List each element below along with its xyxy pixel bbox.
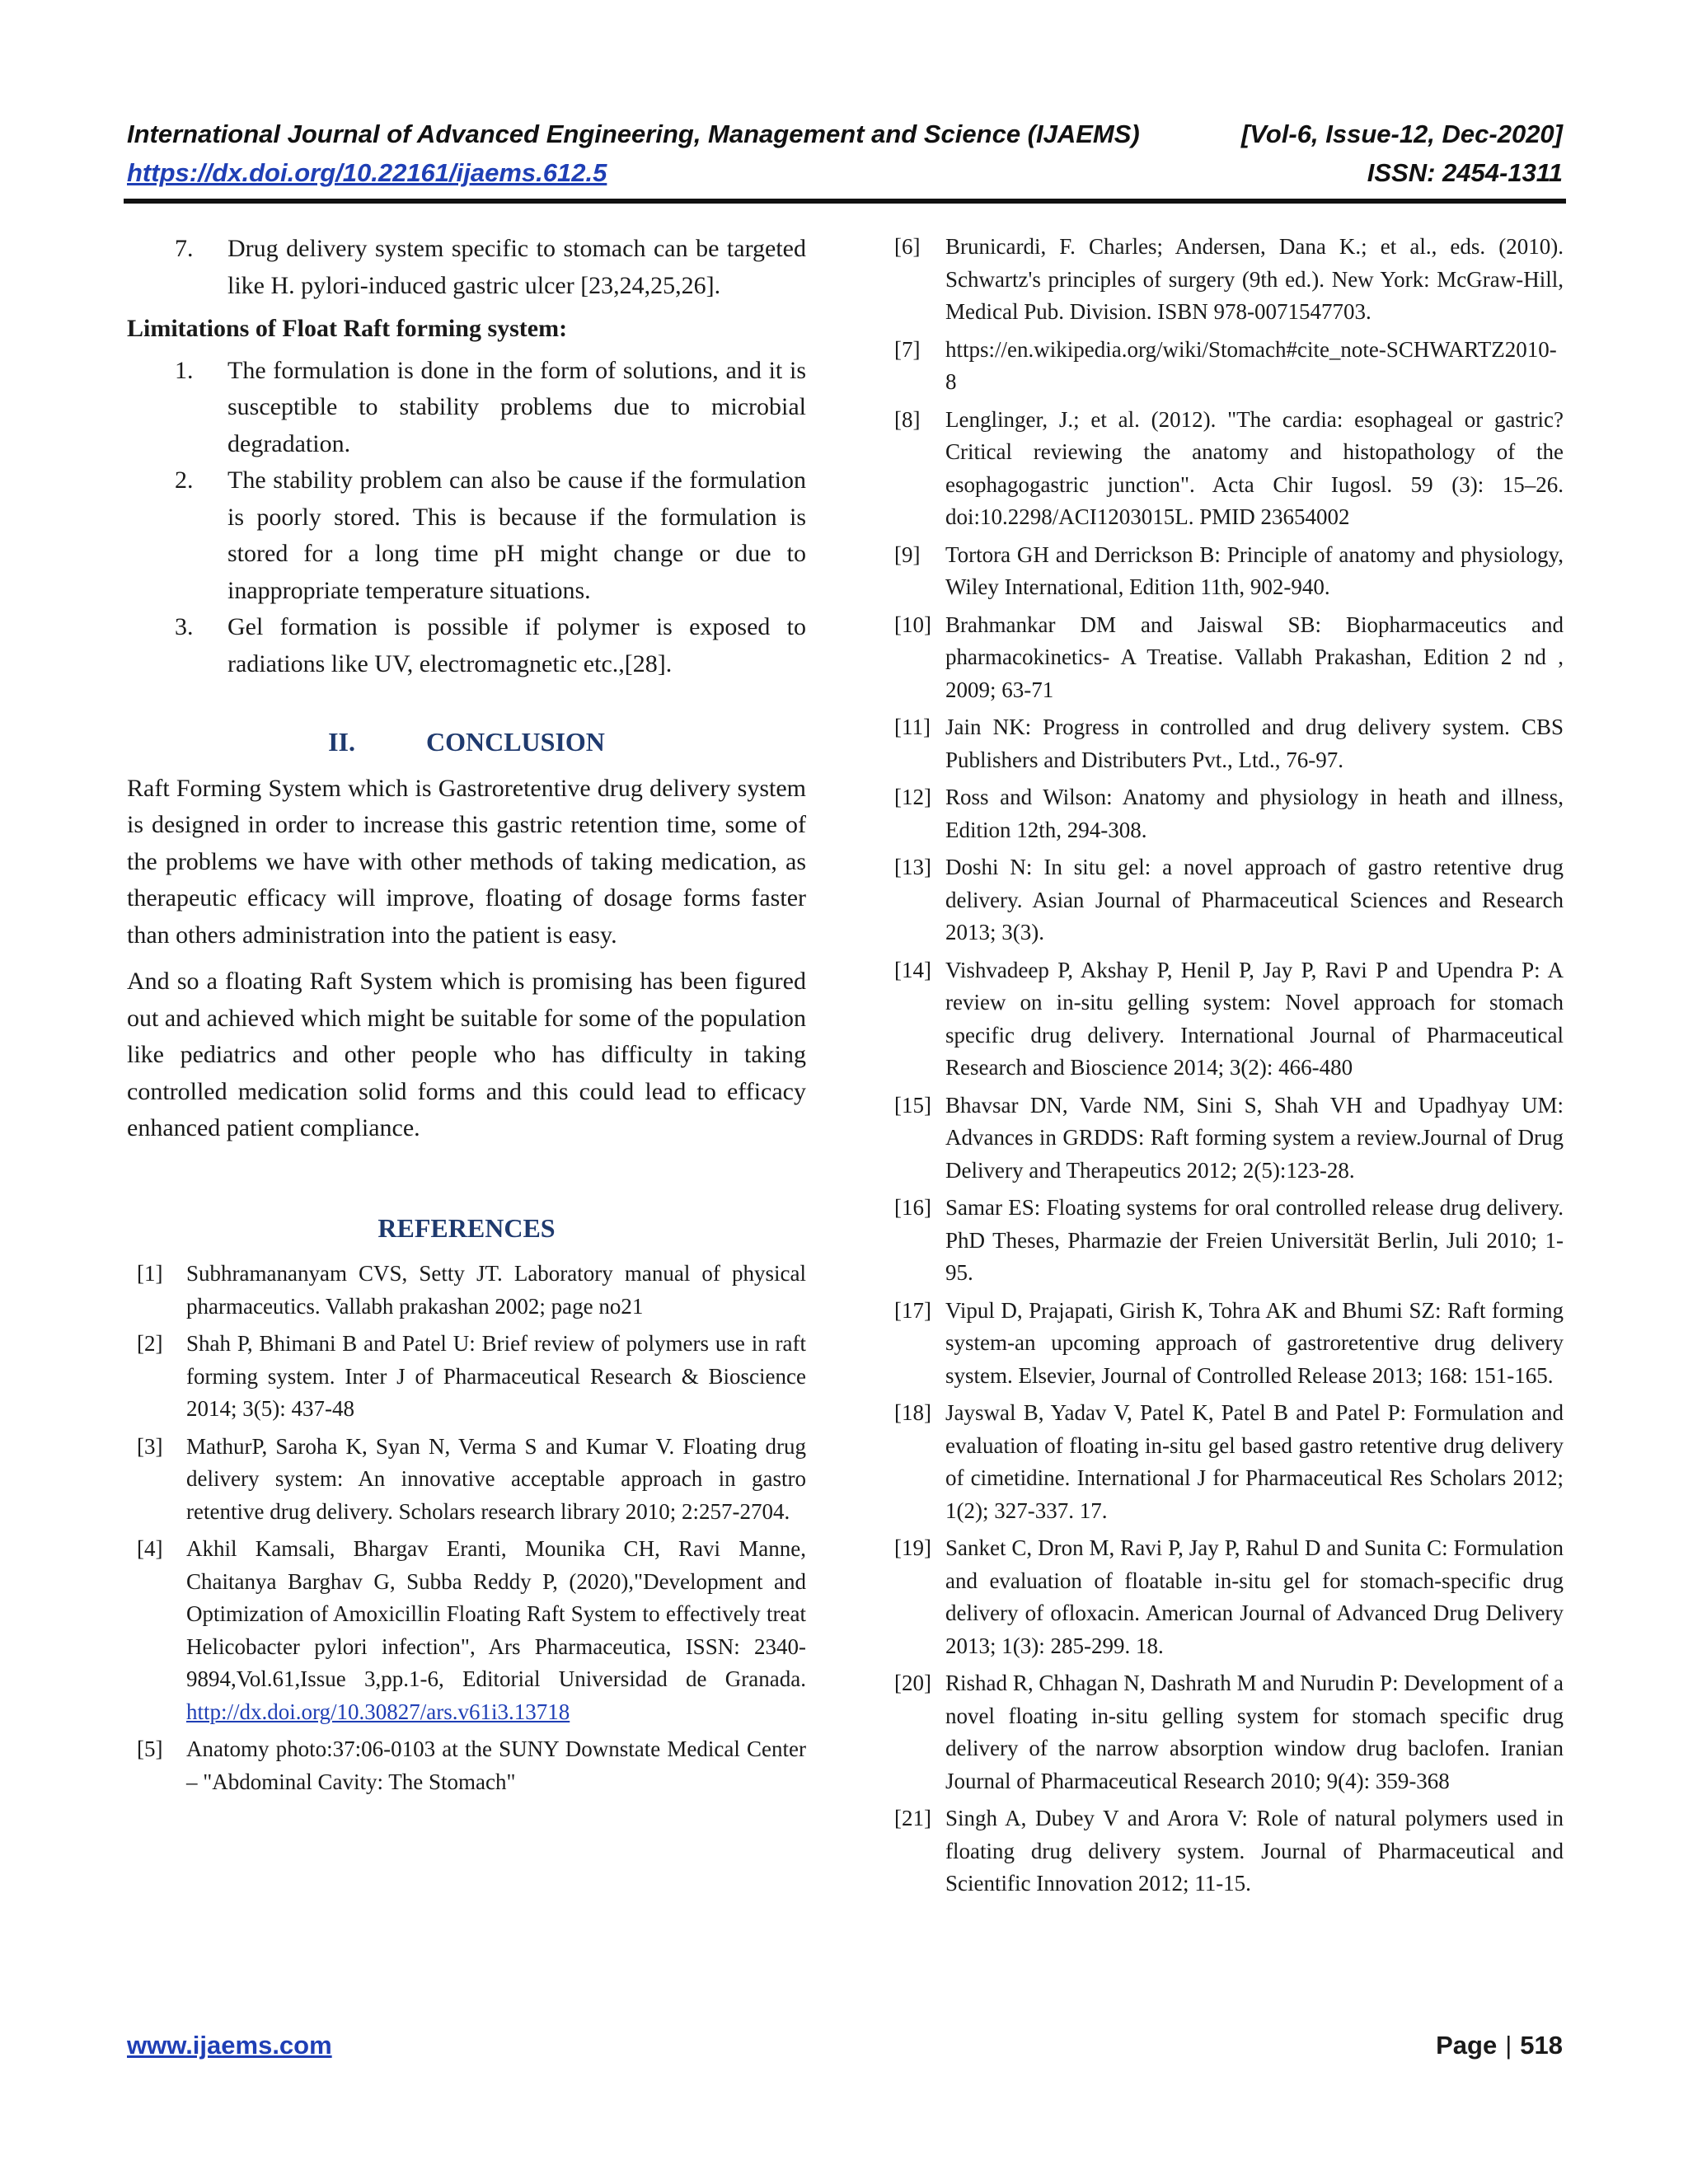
reference-text: Shah P, Bhimani B and Patel U: Brief review of polymers use in raft forming system. Inter J of Pharmaceutical Research & Bioscience 2014; 3(5): 437-48 bbox=[186, 1331, 806, 1421]
reference-number: [21] bbox=[894, 1806, 931, 1830]
reference-item bbox=[894, 1192, 1564, 1290]
reference-text: Sanket C, Dron M, Ravi P, Jay P, Rahul D and Sunita C: Formulation and evaluation of floatable in-situ gel for stomach-specific drug delivery of ofloxacin. American Journal of Advanced Drug Delivery 2013; 1(3): 285-299. 18. bbox=[945, 1535, 1564, 1658]
section-number: II. bbox=[328, 727, 355, 757]
reference-item bbox=[894, 334, 1564, 399]
list-item-number: 2. bbox=[175, 466, 194, 494]
reference-item bbox=[127, 1533, 806, 1728]
reference-text: Brahmankar DM and Jaiswal SB: Biopharmaceutics and pharmacokinetics- A Treatise. Vallabh Prakashan, Edition 2 nd , 2009; 63-71 bbox=[945, 612, 1564, 702]
reference-number: [16] bbox=[894, 1195, 931, 1220]
reference-item bbox=[894, 781, 1564, 846]
list-item bbox=[127, 609, 806, 682]
reference-text: Subhramananyam CVS, Setty JT. Laboratory manual of physical pharmaceutics. Vallabh prakashan 2002; page no21 bbox=[186, 1261, 806, 1319]
reference-item bbox=[127, 1431, 806, 1529]
journal-title: International Journal of Advanced Engineering, Management and Science (IJAEMS) bbox=[127, 120, 1140, 148]
reference-text: Jayswal B, Yadav V, Patel K, Patel B and Patel P: Formulation and evaluation of floating in-situ gel based gastro retentive drug delivery of cimetidine. International J for Pharmaceutical Res Scholars 2012; 1(2); 327-337. 17. bbox=[945, 1400, 1564, 1523]
volume-issue: [Vol-6, Issue-12, Dec-2020] bbox=[1241, 120, 1563, 148]
reference-item bbox=[894, 231, 1564, 329]
list-item-text: The formulation is done in the form of solutions, and it is susceptible to stability problems due to microbial degradation. bbox=[227, 356, 806, 457]
reference-number: [11] bbox=[894, 715, 931, 739]
reference-text: Samar ES: Floating systems for oral controlled release drug delivery. PhD Theses, Pharmazie der Freien Universität Berlin, Juli 2010; 1-95. bbox=[945, 1195, 1564, 1285]
reference-number: [7] bbox=[894, 336, 921, 362]
reference-number: [19] bbox=[894, 1535, 931, 1560]
page-footer bbox=[127, 2029, 1563, 2062]
list-item bbox=[127, 353, 806, 463]
page-separator: | bbox=[1505, 2031, 1512, 2060]
running-header bbox=[127, 118, 1563, 151]
reference-number: [2] bbox=[137, 1331, 163, 1356]
reference-number: [12] bbox=[894, 785, 931, 809]
reference-item bbox=[894, 711, 1564, 776]
continued-list bbox=[127, 231, 806, 304]
reference-item bbox=[894, 1295, 1564, 1393]
reference-item bbox=[894, 609, 1564, 707]
reference-number: [8] bbox=[894, 406, 921, 432]
reference-number: [13] bbox=[894, 855, 931, 879]
reference-number: [10] bbox=[894, 612, 931, 637]
reference-item bbox=[894, 1532, 1564, 1662]
list-item-text: The stability problem can also be cause if the formulation is poorly stored. This is because if the formulation is stored for a long time pH might change or due to inappropriate temperature situations. bbox=[227, 466, 806, 604]
list-item-text: Drug delivery system specific to stomach can be targeted like H. pylori-induced gastric ulcer [23,24,25,26]. bbox=[227, 235, 806, 299]
list-item-number: 1. bbox=[175, 356, 194, 384]
list-item bbox=[127, 462, 806, 609]
running-header-doi-row bbox=[127, 157, 1563, 190]
reference-text: Akhil Kamsali, Bhargav Eranti, Mounika CH, Ravi Manne, Chaitanya Barghav G, Subba Reddy P, (2020),"Development and Optimization of Amoxicillin Floating Raft System to effectively treat Helicobacter pylori infection", Ars Pharmaceutica, ISSN: 2340-9894,Vol.61,Issue 3,pp.1-6, Editorial Universidad de Granada. bbox=[186, 1536, 806, 1691]
limitations-heading: Limitations of Float Raft forming system: bbox=[127, 315, 568, 342]
reference-text: Jain NK: Progress in controlled and drug delivery system. CBS Publishers and Distributers Pvt., Ltd., 76-97. bbox=[945, 715, 1564, 772]
reference-number: [15] bbox=[894, 1092, 931, 1118]
limitations-list bbox=[127, 353, 806, 683]
conclusion-paragraph-2: And so a floating Raft System which is promising has been figured out and achieved which might be suitable for some of the population like pediatrics and other people who has difficulty in taking controlled medication solid forms and this could lead to efficacy enhanced patient compliance. bbox=[127, 968, 806, 1141]
reference-text: Doshi N: In situ gel: a novel approach of gastro retentive drug delivery. Asian Journal of Pharmaceutical Sciences and Research 2013; 3(3). bbox=[945, 855, 1564, 944]
website-link[interactable]: www.ijaems.com bbox=[127, 2031, 332, 2060]
reference-number: [1] bbox=[137, 1261, 163, 1286]
reference-text: Singh A, Dubey V and Arora V: Role of natural polymers used in floating drug delivery system. Journal of Pharmaceutical and Scientific Innovation 2012; 11-15. bbox=[945, 1806, 1564, 1896]
right-column bbox=[894, 231, 1564, 1905]
list-item-text: Gel formation is possible if polymer is exposed to radiations like UV, electromagnetic etc.,[28]. bbox=[227, 613, 806, 677]
reference-text: Vishvadeep P, Akshay P, Henil P, Jay P, Ravi P and Upendra P: A review on in-situ gelling system: Novel approach for stomach specific drug delivery. International Journal of Pharmaceutical Research and Bioscience 2014; 3(2): 466-480 bbox=[945, 957, 1564, 1080]
references-heading: REFERENCES bbox=[377, 1212, 556, 1243]
reference-text: Vipul D, Prajapati, Girish K, Tohra AK and Bhumi SZ: Raft forming system-an upcoming approach of gastroretentive drug delivery system. Elsevier, Journal of Controlled Release 2013; 168: 151-165. bbox=[945, 1297, 1564, 1388]
reference-text: Lenglinger, J.; et al. (2012). "The cardia: esophageal or gastric? Critical reviewing the anatomy and histopathology of the esophagogastric junction". Acta Chir Iugosl. 59 (3): 15–26. doi:10.2298/ACI1203015L. PMID 23654002 bbox=[945, 406, 1564, 529]
reference-item bbox=[894, 1397, 1564, 1527]
reference-number: [17] bbox=[894, 1297, 931, 1323]
section-title: CONCLUSION bbox=[425, 727, 605, 757]
reference-url[interactable]: https://en.wikipedia.org/wiki/Stomach#cite_note-SCHWARTZ2010-8 bbox=[945, 336, 1557, 394]
reference-number: [4] bbox=[137, 1536, 163, 1561]
reference-item bbox=[127, 1258, 806, 1323]
conclusion-heading bbox=[127, 724, 806, 761]
header-rule bbox=[124, 199, 1566, 204]
list-item-number: 3. bbox=[175, 613, 194, 640]
reference-item bbox=[894, 1667, 1564, 1797]
reference-number: [18] bbox=[894, 1400, 931, 1425]
reference-item bbox=[127, 1328, 806, 1426]
reference-number: [5] bbox=[137, 1736, 163, 1761]
reference-item bbox=[127, 1733, 806, 1798]
reference-text: Brunicardi, F. Charles; Andersen, Dana K.; et al., eds. (2010). Schwartz's principles of surgery (9th ed.). New York: McGraw-Hill, Medical Pub. Division. ISBN 978-0071547703. bbox=[945, 234, 1564, 324]
reference-text: Bhavsar DN, Varde NM, Sini S, Shah VH and Upadhyay UM: Advances in GRDDS: Raft forming system a review.Journal of Drug Delivery and Therapeutics 2012; 2(5):123-28. bbox=[945, 1092, 1564, 1183]
reference-item bbox=[894, 851, 1564, 949]
reference-item bbox=[894, 954, 1564, 1085]
reference-item bbox=[894, 1090, 1564, 1188]
list-item bbox=[127, 231, 806, 304]
reference-item bbox=[894, 1802, 1564, 1900]
list-item-number: 7. bbox=[175, 235, 194, 262]
reference-number: [9] bbox=[894, 541, 921, 567]
left-column bbox=[127, 231, 806, 1803]
page-indicator bbox=[1436, 2029, 1563, 2062]
page-label: Page bbox=[1436, 2031, 1498, 2060]
doi-link[interactable]: https://dx.doi.org/10.22161/ijaems.612.5 bbox=[127, 158, 607, 187]
issn: ISSN: 2454-1311 bbox=[1367, 158, 1563, 187]
reference-doi-link[interactable]: http://dx.doi.org/10.30827/ars.v61i3.13718 bbox=[186, 1699, 570, 1724]
conclusion-paragraph-1: Raft Forming System which is Gastroretentive drug delivery system is designed in order to increase this gastric retention time, some of the problems we have with other methods of taking medication, as therapeutic efficacy will improve, floating of dosage forms faster than others administration into the patient is easy. bbox=[127, 774, 806, 949]
reference-text: Anatomy photo:37:06-0103 at the SUNY Downstate Medical Center – "Abdominal Cavity: The Stomach" bbox=[186, 1736, 806, 1794]
reference-number: [20] bbox=[894, 1671, 931, 1695]
reference-text: MathurP, Saroha K, Syan N, Verma S and Kumar V. Floating drug delivery system: An innovative acceptable approach in gastro retentive drug delivery. Scholars research library 2010; 2:257-2704. bbox=[186, 1433, 806, 1524]
reference-number: [3] bbox=[137, 1433, 163, 1459]
reference-item bbox=[894, 404, 1564, 534]
reference-item bbox=[894, 539, 1564, 604]
reference-text: Tortora GH and Derrickson B: Principle of anatomy and physiology, Wiley International, Edition 11th, 902-940. bbox=[945, 541, 1564, 599]
reference-number: [14] bbox=[894, 957, 931, 982]
reference-number: [6] bbox=[894, 234, 921, 259]
reference-text: Ross and Wilson: Anatomy and physiology in heath and illness, Edition 12th, 294-308. bbox=[945, 785, 1564, 842]
references-list-right bbox=[894, 231, 1564, 1900]
page-number: 518 bbox=[1520, 2031, 1563, 2060]
references-list-left bbox=[127, 1258, 806, 1798]
reference-text: Rishad R, Chhagan N, Dashrath M and Nurudin P: Development of a novel floating in-situ gelling system for stomach specific drug delivery of the narrow absorption window drug baclofen. Iranian Journal of Pharmaceutical Research 2010; 9(4): 359-368 bbox=[945, 1671, 1564, 1793]
